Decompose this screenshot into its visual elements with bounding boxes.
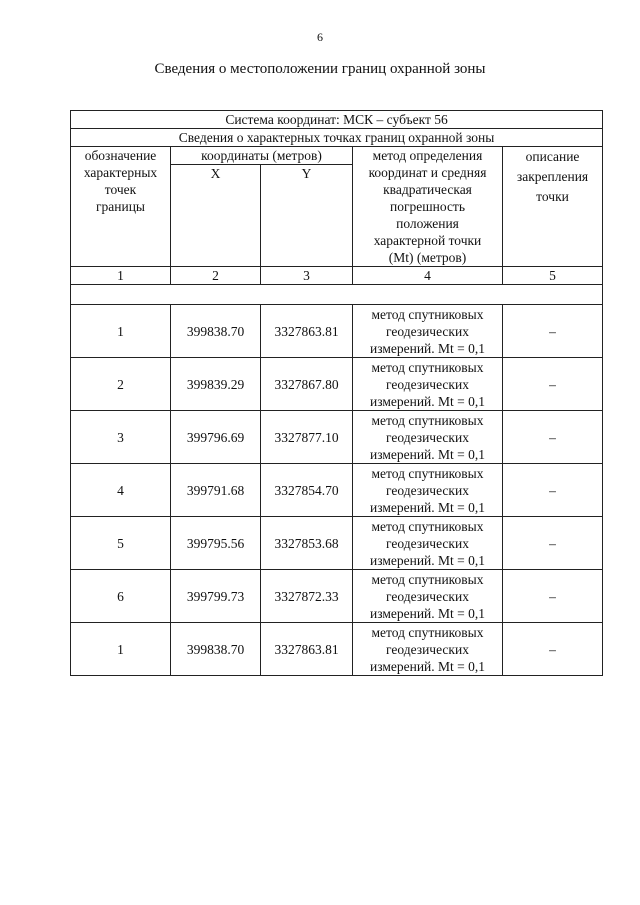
header-y: Y: [261, 165, 353, 267]
column-number: 2: [171, 267, 261, 285]
points-info-header: Сведения о характерных точках границ охранной зоны: [71, 129, 603, 147]
x-coordinate: 399838.70: [171, 623, 261, 676]
page-number: 6: [317, 30, 323, 44]
header-designation-line: границы: [95, 199, 146, 214]
y-coordinate: 3327877.10: [261, 411, 353, 464]
method-line: измерений. Mt = 0,1: [369, 393, 486, 409]
point-designation: 6: [71, 570, 171, 623]
method-line: геодезических: [386, 323, 469, 339]
method-line: геодезических: [386, 482, 469, 498]
method-line: геодезических: [386, 535, 469, 551]
method-line: метод спутниковых: [371, 306, 484, 322]
y-coordinate: 3327863.81: [261, 623, 353, 676]
points-body: [71, 305, 603, 676]
method-line: измерений. Mt = 0,1: [369, 446, 486, 462]
table-row: [71, 464, 603, 517]
x-coordinate: 399791.68: [171, 464, 261, 517]
y-coordinate: 3327872.33: [261, 570, 353, 623]
column-number: 4: [353, 267, 503, 285]
method-cell: [353, 411, 503, 464]
column-number: 1: [71, 267, 171, 285]
x-coordinate: 399838.70: [171, 305, 261, 358]
point-designation: 4: [71, 464, 171, 517]
method-cell: [353, 517, 503, 570]
table-row: [71, 623, 603, 676]
header-method-line: квадратическая: [383, 182, 472, 197]
y-coordinate: 3327867.80: [261, 358, 353, 411]
method-cell: [353, 305, 503, 358]
point-designation: 1: [71, 623, 171, 676]
document-title: Сведения о местоположении границ охранной зоны: [154, 61, 486, 77]
y-coordinate: 3327853.68: [261, 517, 353, 570]
table-row: [71, 305, 603, 358]
header-coordinates: координаты (метров): [171, 147, 353, 165]
method-line: метод спутниковых: [371, 518, 484, 534]
point-designation: 2: [71, 358, 171, 411]
mark-description: –: [503, 464, 603, 517]
x-coordinate: 399799.73: [171, 570, 261, 623]
header-method-line: (Mt) (метров): [388, 250, 467, 265]
table-row: [71, 517, 603, 570]
table-row: [71, 570, 603, 623]
method-cell: [353, 464, 503, 517]
point-designation: 3: [71, 411, 171, 464]
coordinates-table: [70, 110, 603, 676]
header-description-line: описание: [525, 149, 580, 164]
header-designation: [71, 147, 171, 267]
header-method: [353, 147, 503, 267]
header-method-line: погрешность: [389, 199, 465, 214]
column-number: 5: [503, 267, 603, 285]
y-coordinate: 3327854.70: [261, 464, 353, 517]
method-line: геодезических: [386, 429, 469, 445]
y-coordinate: 3327863.81: [261, 305, 353, 358]
header-method-line: координат и средняя: [368, 165, 487, 180]
method-cell: [353, 570, 503, 623]
header-description-line: точки: [536, 189, 569, 204]
method-line: геодезических: [386, 588, 469, 604]
header-description-line: закрепления: [516, 169, 589, 184]
method-line: измерений. Mt = 0,1: [369, 605, 486, 621]
header-description: [503, 147, 603, 267]
x-coordinate: 399839.29: [171, 358, 261, 411]
header-x: X: [171, 165, 261, 267]
mark-description: –: [503, 358, 603, 411]
header-method-line: положения: [396, 216, 459, 231]
method-line: измерений. Mt = 0,1: [369, 658, 486, 674]
mark-description: –: [503, 305, 603, 358]
point-designation: 5: [71, 517, 171, 570]
x-coordinate: 399795.56: [171, 517, 261, 570]
method-cell: [353, 358, 503, 411]
mark-description: –: [503, 623, 603, 676]
method-line: метод спутниковых: [371, 624, 484, 640]
mark-description: –: [503, 570, 603, 623]
table-row: [71, 358, 603, 411]
table-row: [71, 411, 603, 464]
header-designation-line: обозначение: [84, 148, 157, 163]
header-method-line: метод определения: [372, 148, 483, 163]
column-number: 3: [261, 267, 353, 285]
header-method-line: характерной точки: [373, 233, 482, 248]
header-designation-line: характерных: [83, 165, 158, 180]
method-cell: [353, 623, 503, 676]
x-coordinate: 399796.69: [171, 411, 261, 464]
method-line: метод спутниковых: [371, 465, 484, 481]
coordinate-system-header: Система координат: МСК – субъект 56: [71, 111, 603, 129]
method-line: измерений. Mt = 0,1: [369, 340, 486, 356]
method-line: метод спутниковых: [371, 412, 484, 428]
method-line: измерений. Mt = 0,1: [369, 552, 486, 568]
point-designation: 1: [71, 305, 171, 358]
method-line: измерений. Mt = 0,1: [369, 499, 486, 515]
header-designation-line: точек: [104, 182, 137, 197]
method-line: метод спутниковых: [371, 571, 484, 587]
method-line: геодезических: [386, 641, 469, 657]
mark-description: –: [503, 411, 603, 464]
mark-description: –: [503, 517, 603, 570]
method-line: метод спутниковых: [371, 359, 484, 375]
method-line: геодезических: [386, 376, 469, 392]
blank-row: [71, 285, 603, 305]
